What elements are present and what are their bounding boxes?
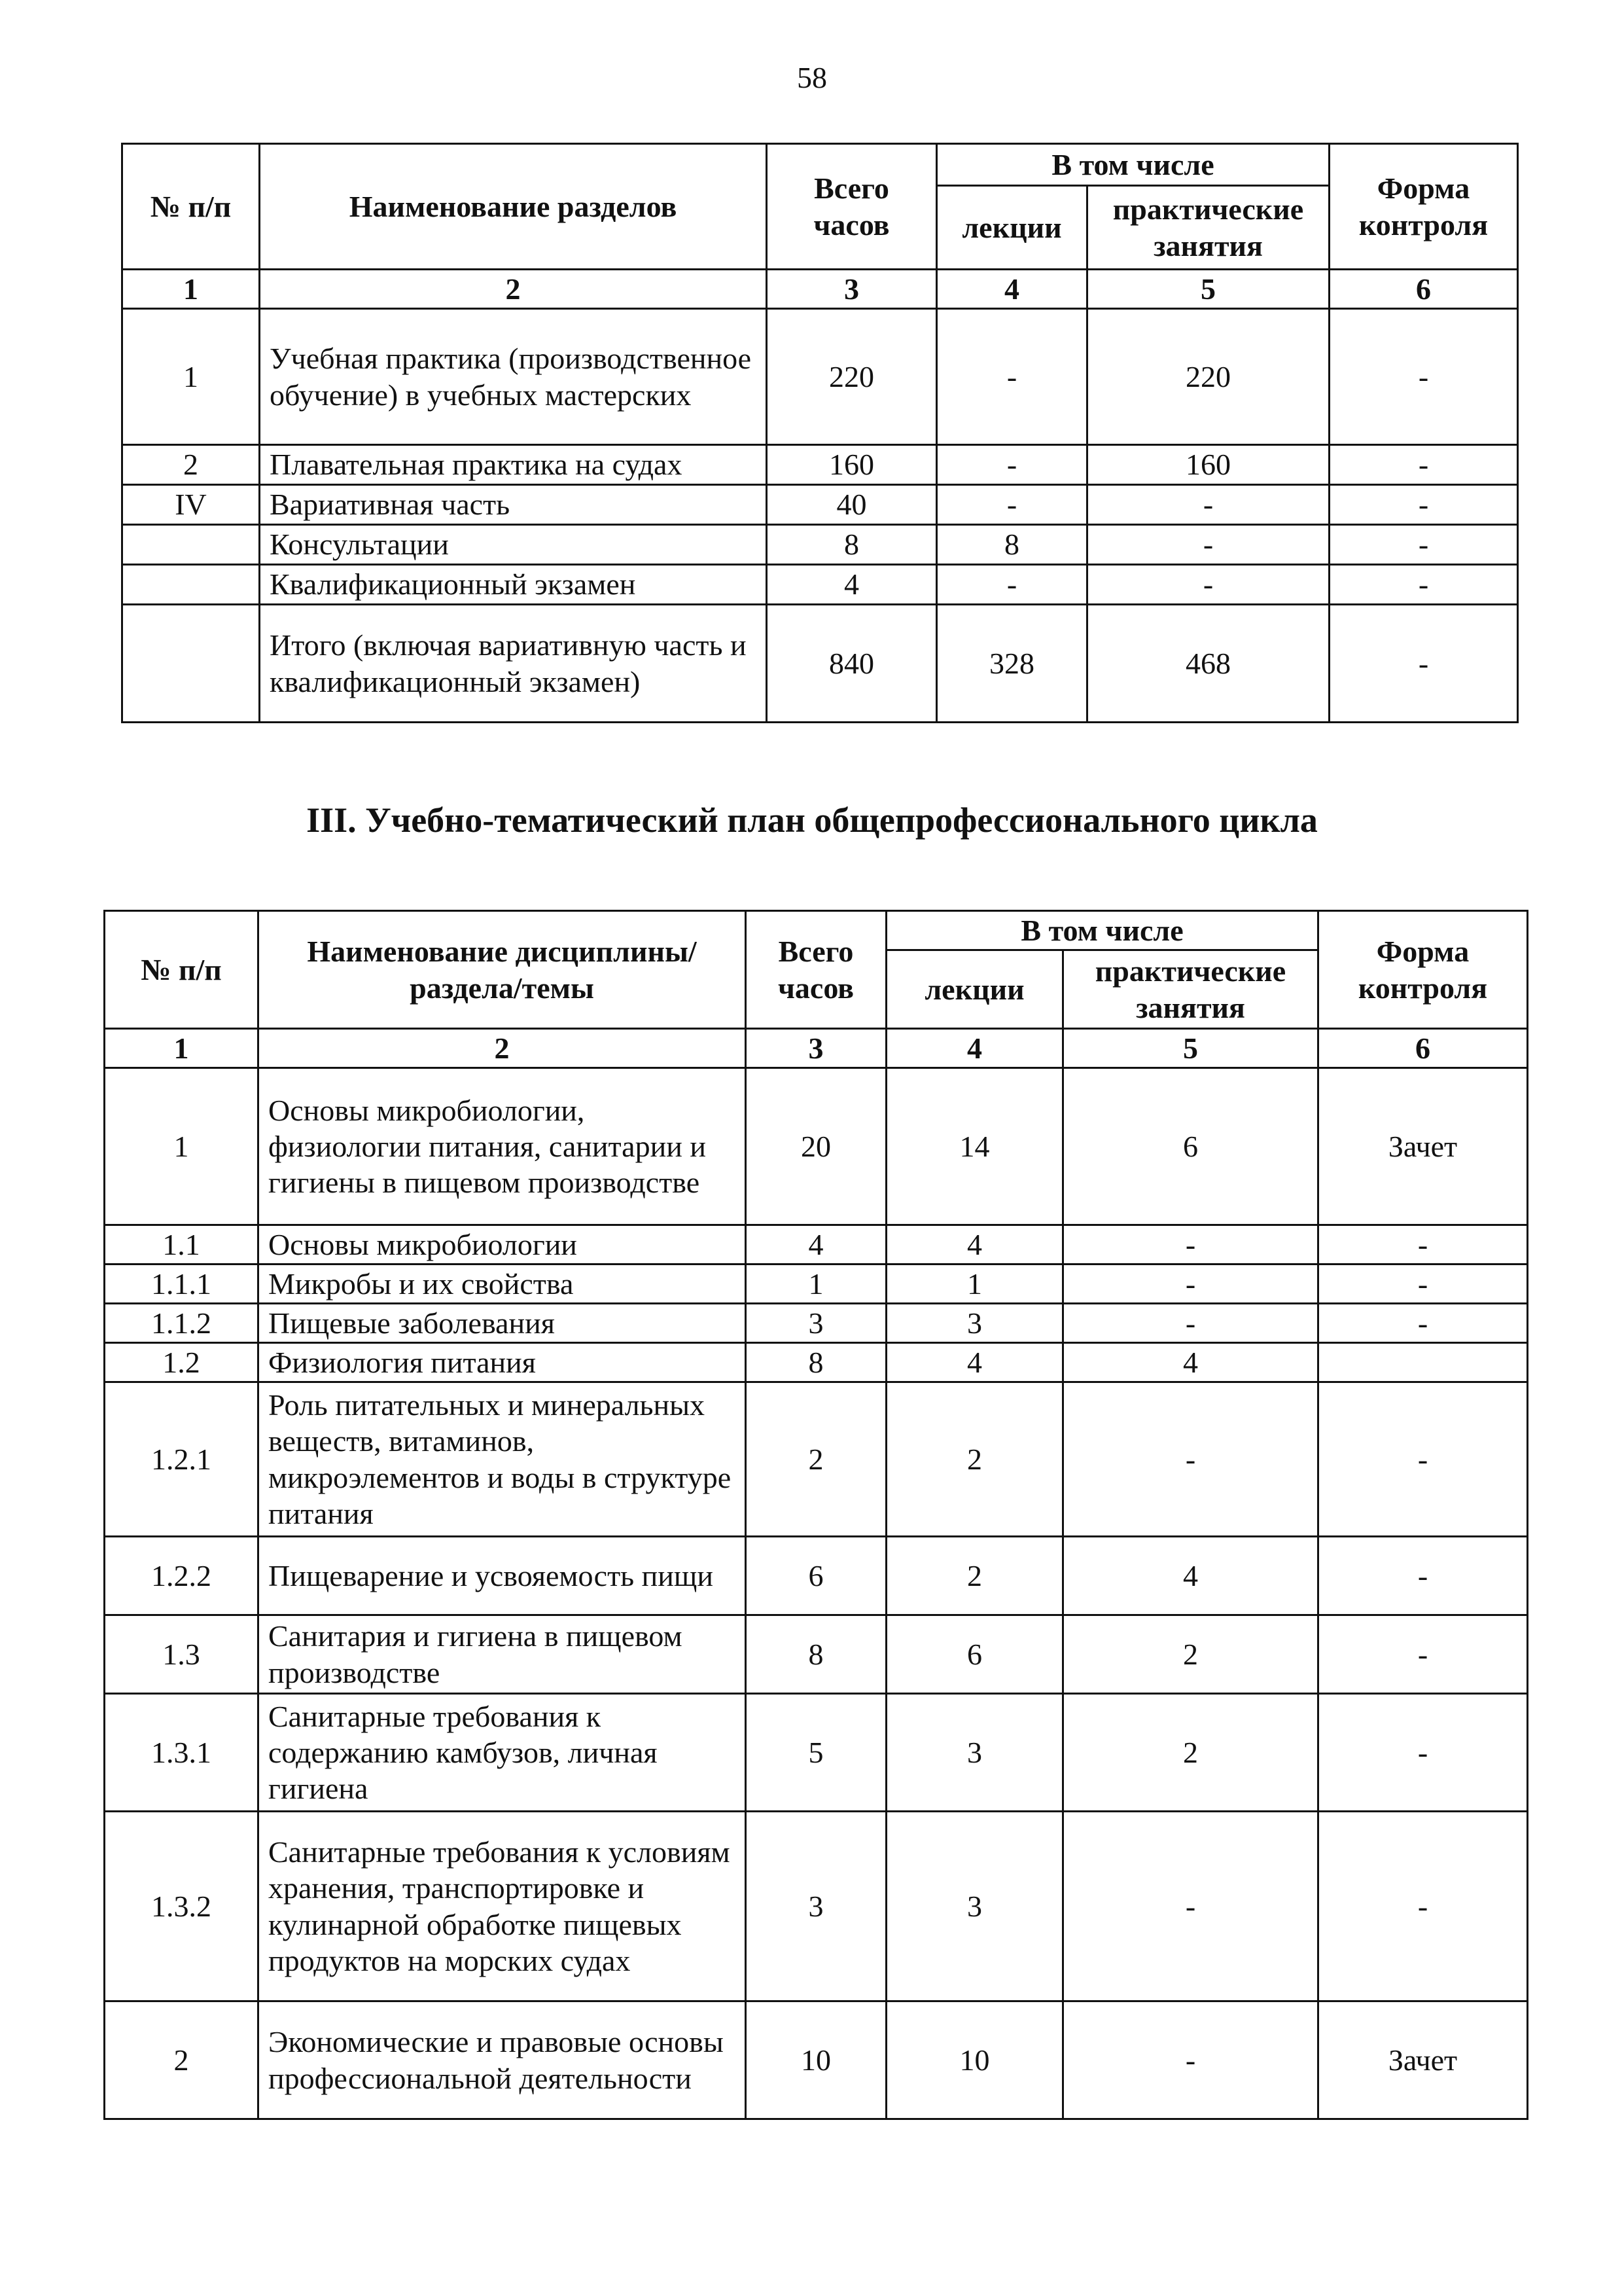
- row-num: [122, 525, 260, 565]
- row-total: 3: [746, 1304, 887, 1343]
- row-control: -: [1330, 445, 1518, 485]
- table-row: [122, 309, 1518, 445]
- row-name: Пищевые заболевания: [258, 1304, 746, 1343]
- row-practical: -: [1087, 485, 1330, 525]
- row-num: 1: [122, 309, 260, 445]
- row-name: Итого (включая вариативную часть и квалификационный экзамен): [260, 605, 767, 723]
- table-row: [105, 2001, 1528, 2119]
- row-practical: 4: [1063, 1343, 1318, 1382]
- row-practical: -: [1063, 1265, 1318, 1304]
- row-num: 2: [122, 445, 260, 485]
- column-number: 5: [1087, 270, 1330, 309]
- row-total: 8: [746, 1615, 887, 1694]
- row-control: -: [1330, 485, 1518, 525]
- row-name: Основы микробиологии: [258, 1225, 746, 1265]
- column-number: 1: [105, 1029, 258, 1068]
- header-control: Форма контроля: [1330, 144, 1518, 270]
- sections-hours-table: [121, 143, 1519, 723]
- curriculum-table: [103, 910, 1528, 2120]
- row-control: -: [1330, 309, 1518, 445]
- row-total: 3: [746, 1812, 887, 2001]
- row-practical: -: [1087, 525, 1330, 565]
- table-row: [105, 1812, 1528, 2001]
- table-row: [122, 605, 1518, 723]
- row-practical: 160: [1087, 445, 1330, 485]
- row-name: Пищеварение и усвояемость пищи: [258, 1537, 746, 1615]
- row-control: -: [1318, 1225, 1528, 1265]
- row-num: 1.2.1: [105, 1382, 258, 1537]
- row-control: -: [1318, 1265, 1528, 1304]
- row-num: 1.2: [105, 1343, 258, 1382]
- row-control: -: [1318, 1537, 1528, 1615]
- row-control: -: [1318, 1812, 1528, 2001]
- row-lectures: -: [937, 309, 1087, 445]
- row-total: 6: [746, 1537, 887, 1615]
- row-control: Зачет: [1318, 1068, 1528, 1225]
- column-number: 1: [122, 270, 260, 309]
- row-control: -: [1330, 565, 1518, 605]
- row-control: -: [1318, 1615, 1528, 1694]
- row-num: 1.1.2: [105, 1304, 258, 1343]
- row-num: 1.3.2: [105, 1812, 258, 2001]
- row-lectures: 4: [887, 1343, 1063, 1382]
- row-lectures: 328: [937, 605, 1087, 723]
- table-row: [122, 565, 1518, 605]
- column-number: 3: [767, 270, 937, 309]
- row-practical: 468: [1087, 605, 1330, 723]
- header-including: В том числе: [887, 911, 1318, 950]
- row-lectures: 8: [937, 525, 1087, 565]
- header-num: № п/п: [122, 144, 260, 270]
- column-number: 3: [746, 1029, 887, 1068]
- column-number-row: [122, 270, 1518, 309]
- column-number: 2: [258, 1029, 746, 1068]
- row-name: Микробы и их свойства: [258, 1265, 746, 1304]
- row-name: Физиология питания: [258, 1343, 746, 1382]
- row-total: 4: [746, 1225, 887, 1265]
- row-lectures: -: [937, 485, 1087, 525]
- row-num: [122, 605, 260, 723]
- row-name: Вариативная часть: [260, 485, 767, 525]
- row-num: 1.1.1: [105, 1265, 258, 1304]
- row-practical: -: [1087, 565, 1330, 605]
- row-total: 4: [767, 565, 937, 605]
- row-total: 40: [767, 485, 937, 525]
- row-practical: -: [1063, 1225, 1318, 1265]
- table-row: [105, 1694, 1528, 1812]
- table-row: [105, 1382, 1528, 1537]
- column-number: 6: [1330, 270, 1518, 309]
- row-practical: 2: [1063, 1694, 1318, 1812]
- column-number: 4: [937, 270, 1087, 309]
- row-num: [122, 565, 260, 605]
- row-practical: -: [1063, 2001, 1318, 2119]
- row-lectures: 3: [887, 1694, 1063, 1812]
- row-practical: 2: [1063, 1615, 1318, 1694]
- row-name: Квалификационный экзамен: [260, 565, 767, 605]
- header-total: Всего часов: [746, 911, 887, 1029]
- header-practical: практические занятия: [1063, 950, 1318, 1029]
- column-number-row: [105, 1029, 1528, 1068]
- row-lectures: 14: [887, 1068, 1063, 1225]
- row-name: Консультации: [260, 525, 767, 565]
- row-num: 2: [105, 2001, 258, 2119]
- row-control: -: [1318, 1304, 1528, 1343]
- row-name: Санитарные требования к содержанию камбузов, личная гигиена: [258, 1694, 746, 1812]
- row-practical: -: [1063, 1812, 1318, 2001]
- row-name: Роль питательных и минеральных веществ, витаминов, микроэлементов и воды в структуре питания: [258, 1382, 746, 1537]
- row-name: Плавательная практика на судах: [260, 445, 767, 485]
- row-total: 20: [746, 1068, 887, 1225]
- row-num: 1.3: [105, 1615, 258, 1694]
- page-number: 58: [797, 61, 827, 94]
- row-lectures: 1: [887, 1265, 1063, 1304]
- header-control: Форма контроля: [1318, 911, 1528, 1029]
- header-name: Наименование разделов: [260, 144, 767, 270]
- column-number: 4: [887, 1029, 1063, 1068]
- column-number: 5: [1063, 1029, 1318, 1068]
- row-practical: -: [1063, 1304, 1318, 1343]
- table-row: [105, 1068, 1528, 1225]
- row-practical: 6: [1063, 1068, 1318, 1225]
- row-control: -: [1330, 605, 1518, 723]
- column-number: 2: [260, 270, 767, 309]
- row-total: 160: [767, 445, 937, 485]
- header-total: Всего часов: [767, 144, 937, 270]
- table-row: [105, 1343, 1528, 1382]
- row-control: -: [1318, 1694, 1528, 1812]
- header-num: № п/п: [105, 911, 258, 1029]
- row-control: [1318, 1343, 1528, 1382]
- row-practical: -: [1063, 1382, 1318, 1537]
- row-total: 10: [746, 2001, 887, 2119]
- row-name: Санитария и гигиена в пищевом производстве: [258, 1615, 746, 1694]
- row-lectures: 2: [887, 1382, 1063, 1537]
- row-num: 1.2.2: [105, 1537, 258, 1615]
- row-lectures: 10: [887, 2001, 1063, 2119]
- row-num: 1.3.1: [105, 1694, 258, 1812]
- row-lectures: 6: [887, 1615, 1063, 1694]
- table-row: [122, 485, 1518, 525]
- table-row: [105, 1304, 1528, 1343]
- row-name: Учебная практика (производственное обучение) в учебных мастерских: [260, 309, 767, 445]
- row-control: -: [1318, 1382, 1528, 1537]
- header-practical: практические занятия: [1087, 186, 1330, 270]
- header-lectures: лекции: [937, 186, 1087, 270]
- row-lectures: 3: [887, 1812, 1063, 2001]
- row-num: 1: [105, 1068, 258, 1225]
- table-row: [105, 1615, 1528, 1694]
- row-lectures: -: [937, 565, 1087, 605]
- row-total: 1: [746, 1265, 887, 1304]
- row-lectures: -: [937, 445, 1087, 485]
- table-row: [122, 525, 1518, 565]
- table-row: [105, 1537, 1528, 1615]
- row-practical: 220: [1087, 309, 1330, 445]
- row-total: 840: [767, 605, 937, 723]
- row-total: 8: [767, 525, 937, 565]
- row-lectures: 2: [887, 1537, 1063, 1615]
- table-row: [122, 445, 1518, 485]
- header-lectures: лекции: [887, 950, 1063, 1029]
- row-lectures: 3: [887, 1304, 1063, 1343]
- row-name: Экономические и правовые основы профессиональной деятельности: [258, 2001, 746, 2119]
- row-control: Зачет: [1318, 2001, 1528, 2119]
- table-row: [105, 1265, 1528, 1304]
- header-name: Наименование дисциплины/раздела/темы: [258, 911, 746, 1029]
- section-heading: III. Учебно-тематический план общепрофессионального цикла: [306, 800, 1318, 840]
- row-name: Основы микробиологии, физиологии питания, санитарии и гигиены в пищевом производстве: [258, 1068, 746, 1225]
- row-total: 5: [746, 1694, 887, 1812]
- row-lectures: 4: [887, 1225, 1063, 1265]
- row-num: 1.1: [105, 1225, 258, 1265]
- row-practical: 4: [1063, 1537, 1318, 1615]
- row-total: 8: [746, 1343, 887, 1382]
- row-name: Санитарные требования к условиям хранения, транспортировке и кулинарной обработке пищевых продуктов на морских судах: [258, 1812, 746, 2001]
- row-total: 220: [767, 309, 937, 445]
- row-num: IV: [122, 485, 260, 525]
- table-row: [105, 1225, 1528, 1265]
- row-control: -: [1330, 525, 1518, 565]
- column-number: 6: [1318, 1029, 1528, 1068]
- row-total: 2: [746, 1382, 887, 1537]
- header-including: В том числе: [937, 144, 1330, 186]
